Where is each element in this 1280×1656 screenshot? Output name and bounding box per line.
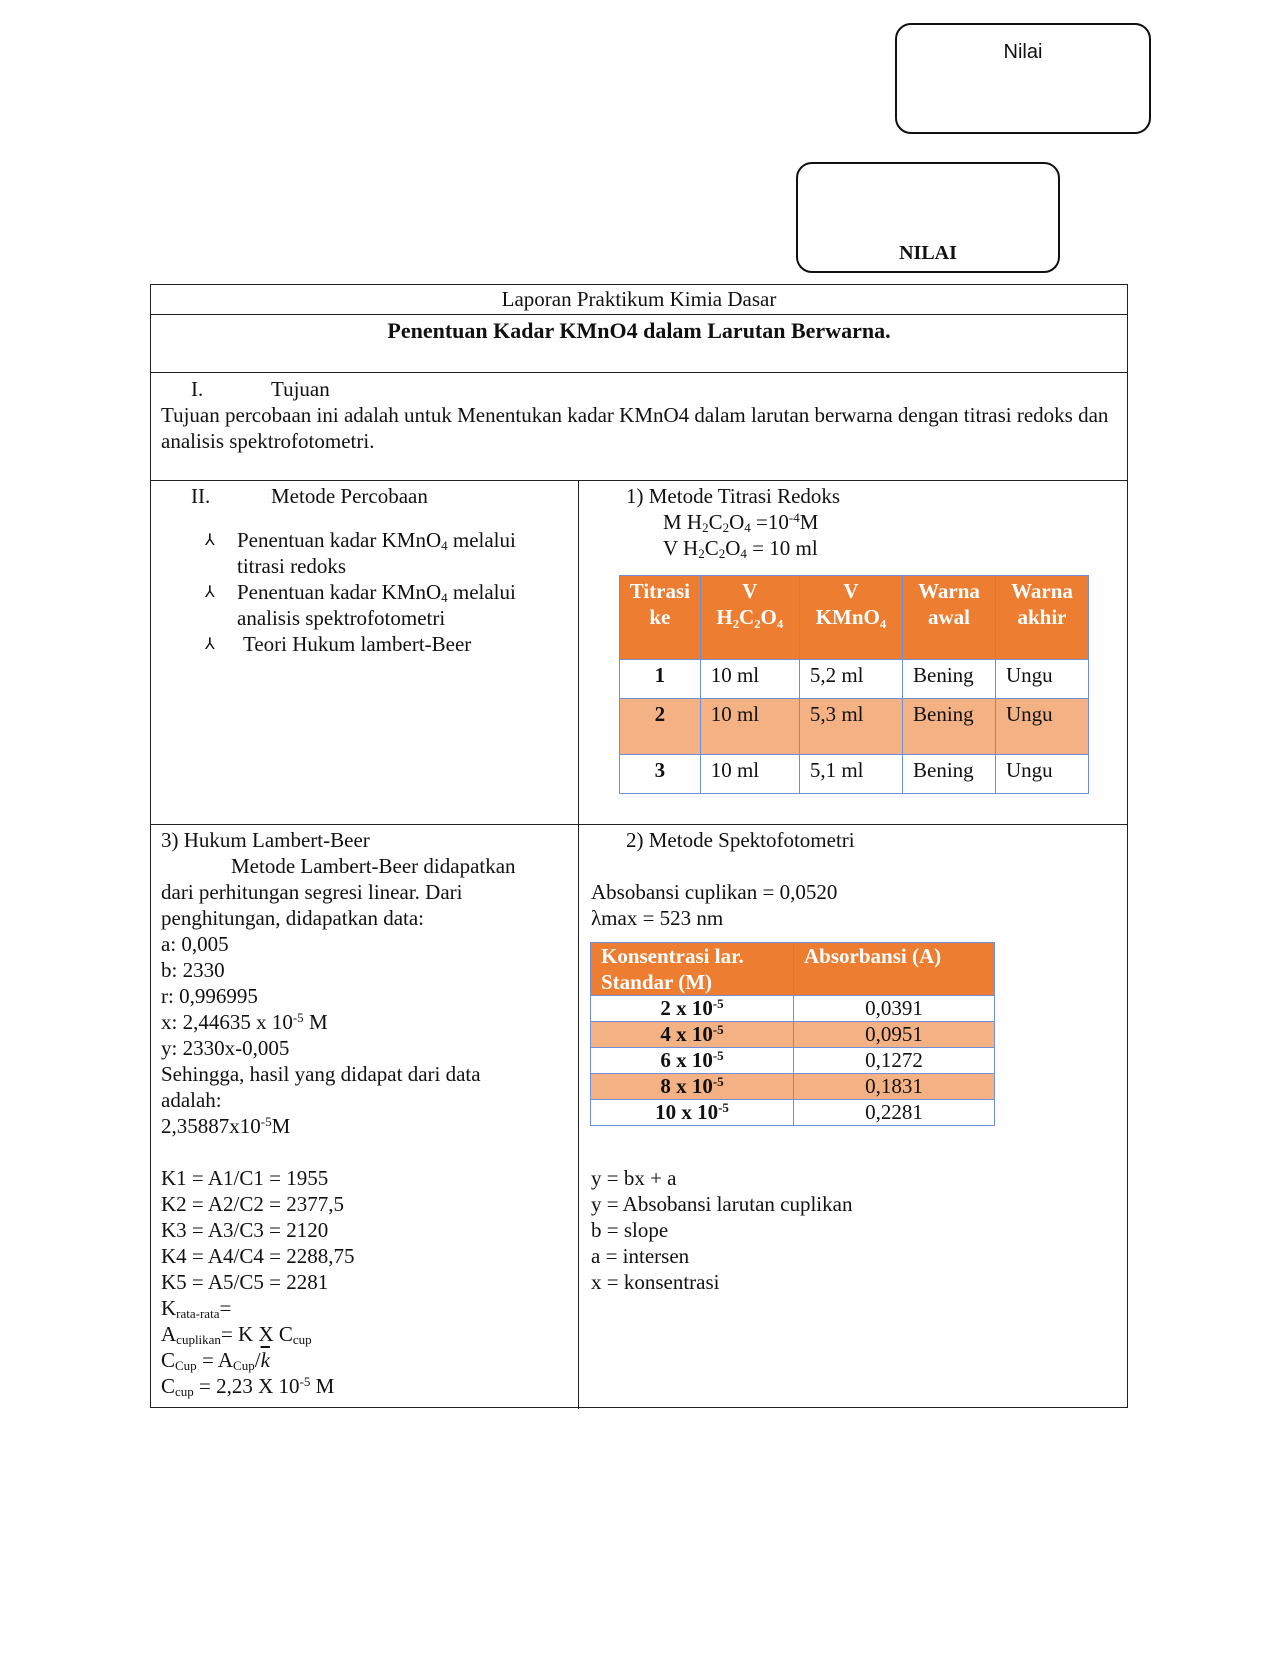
lambert-heading: 3) Hukum Lambert-Beer (161, 828, 370, 852)
list-item: ⅄ Penentuan kadar KMnO$_4$ melalui analisis spektrofotometri (205, 580, 516, 630)
metode-row (151, 481, 1127, 825)
lambda-max: λmax = 523 nm (591, 906, 724, 930)
nilai-box-bottom (796, 162, 1060, 273)
col-header-warna-akhir: Warna akhir (995, 576, 1088, 660)
table-row: 2 10 ml 5,3 ml Bening Ungu (620, 699, 1089, 755)
titrasi-molarity: M $H_2C_2O_4 =10^{-4}M$ (663, 510, 819, 535)
metode-roman: II. (191, 484, 211, 508)
metode-list (161, 527, 568, 657)
report-header: Laporan Praktikum Kimia Dasar (151, 285, 1127, 315)
list-item: ⅄ Teori Hukum lambert-Beer (205, 632, 472, 656)
titrasi-heading: 1) Metode Titrasi Redoks (626, 484, 841, 508)
table-row: 6 x $10^{-5}$ 0,1272 (591, 1048, 995, 1074)
spektro-table (590, 942, 995, 1126)
tujuan-text: Tujuan percobaan ini adalah untuk Menentukan kadar KMnO4 dalam larutan berwarna dengan titrasi redoks dan analisis spektrofotometri. (161, 403, 1109, 453)
titrasi-volume: V $H_2C_2O_4 = 10$ ml (663, 536, 818, 561)
lambert-beer-cell: 3) Hukum Lambert-Beer Metode Lambert-Beer didapatkan dari perhitungan segresi linear. Dari penghitungan, didapatkan data: a: 0,005 b: 2330 r: 0,996995 x: 2,44635 x $10^{-5}$ M y: 2330x-0,005 Sehingga, hasil yang didapat dari data adalah: $2,35887x10^{-5}M$ K1 = A1/C1 = 1955 K2 = A2/C2 = 2377,5 K3 = A3/C3 = 2120 K4 = A4/C4 = 2288,75 K5 = A5/C5 = 2281 $K_{rata-rata}=$ $A_{cuplikan}= K$ X $C_{cup}$ $C_{Cup} = A_{Cup}/\overline{k}$ $C_{cup} = 2,23$ X $10^{-5}$ M (151, 825, 579, 1409)
table-header-row (620, 576, 1089, 660)
col-header-warna-awal: Warna awal (903, 576, 996, 660)
table-row: 4 x $10^{-5}$ 0,0951 (591, 1022, 995, 1048)
nilai-label-bold: NILAI (899, 242, 957, 264)
table-header-row (591, 943, 995, 996)
tujuan-heading: Tujuan (271, 377, 330, 401)
bullet-icon: ⅄ (205, 582, 215, 601)
nilai-label: Nilai (1003, 41, 1043, 63)
report-title: Penentuan Kadar KMnO4 dalam Larutan Berwarna. (151, 315, 1127, 373)
table-row: 8 x $10^{-5}$ 0,1831 (591, 1074, 995, 1100)
analisis-row (151, 825, 1127, 1409)
spektro-heading: 2) Metode Spektofotometri (626, 828, 855, 852)
col-header-titrasi: Titrasi ke (620, 576, 701, 660)
table-row: 3 10 ml 5,1 ml Bening Ungu (620, 755, 1089, 794)
col-header-absorbansi: Absorbansi (A) (794, 943, 995, 996)
list-item: ⅄ Penentuan kadar KMnO$_4$ melalui titrasi redoks (205, 528, 516, 578)
table-row: 10 x $10^{-5}$ 0,2281 (591, 1100, 995, 1126)
titrasi-table (619, 575, 1089, 794)
report-table (150, 284, 1128, 1408)
tujuan-roman: I. (191, 377, 204, 401)
bullet-icon: ⅄ (205, 634, 215, 653)
tujuan-section (151, 373, 1127, 481)
metode-percobaan-cell (151, 481, 579, 824)
table-row: 2 x $10^{-5}$ 0,0391 (591, 996, 995, 1022)
titrasi-cell (579, 481, 1127, 824)
metode-heading: Metode Percobaan (271, 484, 428, 508)
regression-legend: y = bx + a y = Absobansi larutan cuplikan b = slope a = intersen x = konsentrasi (591, 1166, 853, 1294)
table-row: 1 10 ml 5,2 ml Bening Ungu (620, 660, 1089, 699)
nilai-box-top (895, 23, 1151, 134)
bullet-icon: ⅄ (205, 530, 215, 549)
col-header-v-kmno4: V KMnO₄ (799, 576, 902, 660)
absorbansi-cuplikan: Absobansi cuplikan = 0,0520 (591, 880, 838, 904)
col-header-konsentrasi: Konsentrasi lar. Standar (M) (591, 943, 794, 996)
col-header-v-h2c2o4: V H₂C₂O₄ (700, 576, 799, 660)
spektro-cell (579, 825, 1127, 1409)
